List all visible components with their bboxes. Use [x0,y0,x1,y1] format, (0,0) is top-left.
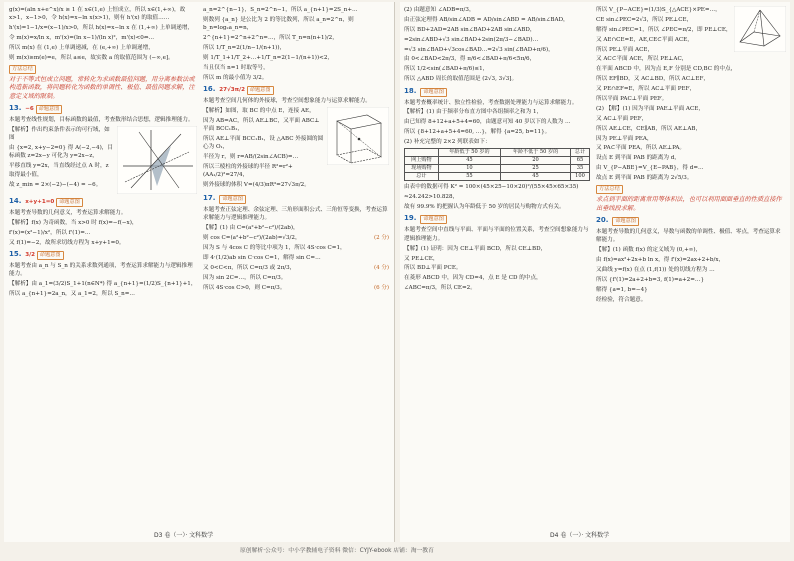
q15-line: 所以 a_{n+1}=2a_n，又 a_1=2，所以 S_n=… [9,290,136,297]
text-line: (2) 由题意知 ∠ADB=π/3， [404,7,475,13]
q14-tag: 命题意图 [56,198,83,207]
q18-header [404,87,590,97]
text-line: 所以 AE⊥CE，CE∥AB，所以 AE⊥AB， [596,125,702,132]
q18-tag: 命题意图 [420,88,447,97]
q19-line: 又 PE⊥CE， [404,255,439,262]
q16-line: 则外接球的体积 V=(4/3)πR³=27√3π/2。 [203,182,310,189]
q19-number: 19. [404,214,417,223]
table-cell: 20 [501,157,571,165]
q14-line: 【解析】f(x) 为奇函数，当 x>0 时 f(x)=−f(−x)， [9,219,138,226]
text-line: 由正弦定理得 AB/sin∠ADB = AD/sin∠ABD = AB/sin∠BAD， [404,16,569,23]
q14-answer: x+y+1=0 [25,198,55,205]
text-line: 因为 PE⊥平面 PEA， [596,135,653,142]
q20-line: 经检验，符合题意。 [596,296,647,303]
credits-band [0,544,794,558]
text-line: 由 0<∠BAD<2π/3，得 π/6<∠BAD+π/6<5π/6， [404,56,536,63]
column-2 [203,6,389,534]
method-note-text: 对于不等式恒成立问题，常转化为求函数最值问题，用分离参数法或构造新函数，将问题转化为函数的单调性、极值、最值问题求解，注意定义域的限制。 [9,76,195,100]
text-line: 所以 m(x) 在 (1,e) 上单调递减，在 (e,+∞) 上单调递增， [9,44,154,51]
q14-intro: 本题考查导数的几何意义，考查运算求解能力。 [9,209,127,216]
table-header-row [405,149,590,157]
q13-tag: 命题意图 [36,105,63,114]
q13-feasible-region-graph [117,126,197,194]
q20-number: 20. [596,216,609,225]
q17-line-text: 又 0<C<π，所以 C=π/3 或 2π/3， [203,264,296,271]
text-line: 由 V_{P−ABE}=V_{E−PAB}，得 d=… [596,165,704,172]
table-cell: 45 [501,173,571,181]
text-line: CE sin∠PEC=2√3，所以 PE⊥CE， [596,16,693,23]
q17-line: 因为 S 与 4cos C 的等比中项为 1，所以 4S·cos C=1， [203,245,346,252]
exam-answer-sheet [4,2,790,542]
q20-line: 【解】(1) 函数 f(x) 的定义域为 (0,+∞)， [596,247,702,254]
table-header-cell: 年龄低于 50 岁的 [438,149,500,157]
q17-line-text: 则 cos C=(a²+b²−c²)/(2ab)=√3/2， [203,235,301,242]
method-summary-text: 求点到平面的距离常用等体积法，也可以利用面面垂直的性质直接作出垂线段求解。 [596,196,782,212]
q18-contingency-table [404,148,590,181]
text-line: 令 m(x)=x/ln x，m'(x)=(ln x−1)/(ln x)²，m'(x)<0⇔… [9,35,155,42]
q17-line: 因为 sin 2C=…，所以 C=π/3。 [203,274,287,281]
text-line: 所以 PE⊥平面 ACE， [596,46,654,53]
q14-line: f'(x)=(x²−1)/x²，所以 f'(1)=… [9,229,91,236]
text-line: 所以 V_{P−ACE}=(1/3)S_{△ACE}×PE=…， [596,7,721,13]
q13-intro: 本题考查线性规划，目标函数的最值，考查数形结合思想，逻辑推理能力。 [9,117,194,124]
text-line: 在平面 ABCD 中，因为点 E,F 分别是 CD,BC 的中点， [596,66,737,73]
q18-after: 由表中的数据可得 K² = 100×(45×25−10×20)²/(55×45×65×35) [404,184,579,191]
q20-header [596,216,786,226]
q20-intro: 本题考查导数的几何意义，导数与函数的单调性、极值、零点，考查运算求解能力。 [596,229,781,244]
q16-prism-figure [327,107,389,165]
q13-number: 13. [9,104,22,113]
q13-line: 由 {x=2, x+y−2=0} 得 A(−2,−4)，目标函数 z=2x−y 可化为 y=2x−z， [9,145,113,160]
q15-number: 15. [9,249,22,258]
text-line: 所以 1/T_n=2(1/n−1/(n+1))， [203,44,286,51]
text-line: 又 AC⊂平面 ACE，所以 PE⊥AC， [596,56,688,63]
q15-tag: 命题意图 [37,251,64,260]
q19-line: ∠ABC=π/3，所以 CE=2。 [404,285,476,292]
q18-after: ≈24.242>10.828， [404,194,459,201]
text-line: 当且仅当 n=1 时取等号， [203,64,269,71]
q15-header [9,250,197,260]
q19-line: 在菱形 ABCD 中，因为 CD=4，点 E 是 CD 的中点， [404,275,542,282]
table-cell: 总计 [405,173,439,181]
text-line: 又 PA⊂平面 PEA，所以 AE⊥PA。 [596,145,686,152]
q16-header [203,85,389,95]
text-line: 所以 1/2<sin(∠BAD+π/6)≤1， [404,66,489,73]
q16-line: 所以 AE⊥平面 BCC₁B₁，设 △ABC 外接圆的圆心为 O₁， [203,135,324,151]
text-line: a_n=2^{n−1}，S_n=2^n−1，所以 a_{n+1}=2S_n+… [203,7,358,13]
text-line: h'(x)=1−1/x=(x−1)/x>0，所以 h(x)=x−ln x 在 (1,+∞) 上单调递增， [9,25,194,32]
method-summary [596,185,786,194]
column-4 [596,6,786,534]
q17-line [203,264,389,272]
text-line: 则 m(x)≥m(e)=e，所以 a≤e，故实数 a 的取值范围为 (−∞,e]。 [9,54,174,61]
q18-line: 【解析】(1) 由于频率分布直方图中各组频率之和为 1， [404,109,543,116]
q13-line: 平移直线 y=2x，当直线经过点 A 时，z 取得最小值， [9,163,109,178]
text-line: 则数列 {a_n} 是公比为 2 的等比数列，所以 a_n=2^n，则 b_n=log₂a_n=n， [203,16,354,32]
q18-after: 故有 99.9% 的把握认为年龄低于 50 岁的居民与购物方式有关。 [404,204,565,211]
table-cell: 65 [570,157,589,165]
text-line: 则 1/T_1+1/T_2+…+1/T_n=2(1−1/(n+1))<2， [203,54,334,61]
table-row [405,173,590,181]
q15-line: 【解析】由 a_1=(3/2)S_1+1(n∈N*) 得 a_{n+1}=(1/2)S_{n+1}+1， [9,281,197,288]
q16-number: 16. [203,84,216,93]
q14-number: 14. [9,196,22,205]
table-cell: 45 [438,157,500,165]
q16-answer: 27√3π/2 [219,86,245,93]
q17-tag: 命题意图 [219,195,246,204]
text-line: 设点 E 到平面 PAB 的距离为 d， [596,155,680,162]
q17-number: 17. [203,194,216,203]
text-line: 所以 BD+2AD=2AB sin∠BAD+2AB sin∠ABD， [404,26,536,33]
text-line: 所以平面 PAC⊥平面 PEF。 [596,96,668,103]
q17-line: 【解】(1) 由 C=(a²+b²−c²)/(2ab)， [203,225,299,232]
q17-line: 即 4·(1/2)ab sin C·cos C=1，解得 sin C=… [203,254,321,261]
q16-tag: 命题意图 [247,86,274,95]
left-page-footer: D3 卷（一）· 文科数学 [154,532,214,539]
q20-line: 由 f(x)=ax²+2x+b ln x，得 f'(x)=2ax+2+b/x， [596,257,725,264]
q18-intro: 本题考查概率统计、独立性检验，考查数据处理能力与运算求解能力。 [404,99,578,106]
text-line: 故点 E 到平面 PAB 的距离为 2√5/3。 [596,175,693,182]
q18-line: 由已知得 8+12+a+5+4=60，由题意可知 40 岁以下的人数为 … [404,119,571,126]
text-line: 解得 sin∠PEC=1，所以 ∠PEC=π/2，即 PE⊥CE， [596,26,732,33]
q15-intro: 本题考查由 a_n 与 S_n 的关系求数列通项，考查运算求解能力与逻辑推理能力。 [9,262,193,278]
q13-solution-title: 【解析】作出约束条件表示的可行域，如图 [9,126,110,142]
q13-header [9,104,197,114]
q17-score: (4 分) [373,264,389,271]
text-line: =2sin∠ABD+√3 sin∠BAD+2sin(2π/3−∠BAD)… [404,36,539,43]
q14-line: 又 f(1)=−2，故所求切线方程为 x+y+1=0。 [9,239,125,246]
text-line: g(x)=(aln x+e^x)/x ≥ 1 在 x∈(1,e) 上恒成立，所以 x∈(1,+∞)，故 x>1，x−1>0，令 h(x)=x−ln x(x>1)，则有 h'(x) 的取值…… [9,7,186,22]
q17-header [203,194,389,204]
table-header-cell [405,149,439,157]
text-line: 又 PE∩EF=E，所以 AC⊥平面 PEF， [596,86,696,93]
table-header-cell: 总计 [570,149,589,157]
q13-answer: −6 [25,106,34,113]
text-line: 又 AE∩CE=E，AE,CE⊂平面 ACE， [596,36,693,43]
q14-header [9,197,197,207]
method-summary-title: 方法总结 [596,185,623,194]
q19-line: 所以 BD⊥平面 PCE。 [404,265,462,272]
q17-line [203,234,389,242]
table-cell: 55 [438,173,500,181]
q19-tag: 命题意图 [420,215,447,224]
text-line: 2^{n+1}=2^n+2^n=…，所以 T_n=n(n+1)/2， [203,35,338,42]
credits-text: 原创解析·公众号：中小学教辅电子资料 微信：CYJY-ebook 店铺：淘一教育 [240,548,434,554]
q18-number: 18. [404,86,417,95]
method-note [9,65,197,74]
column-3 [404,6,590,534]
right-page-footer: D4 卷（一）· 文科数学 [550,532,610,539]
q15-answer: 3/2 [25,251,36,258]
table-cell: 35 [570,165,589,173]
table-row [405,157,590,165]
q20-line: 所以 {f'(1)=2a+2+b=3, f(1)=a+2=…} [596,276,705,283]
q17-line-text: 所以 4S·cos C>0，则 C=π/3。 [203,284,286,291]
right-page [400,2,790,542]
text-line: 所以 △ABD 周长的取值范围是 (2√3, 3√3]。 [404,76,518,83]
q17-intro: 本题考查正弦定理、余弦定理、三角形面积公式、三角恒等变换，考查运算求解能力与逻辑推理能力。 [203,207,388,222]
q16-line: 所以三棱柱的外接球的半径 R²=r²+(AA₁/2)²=27/4， [203,163,293,179]
q20-line: 解得 {a=1, b=−4} [596,286,648,293]
q19-header [404,214,590,224]
table-cell: 25 [501,165,571,173]
q19-line: 【解】(1) 证明：因为 CE⊥平面 BCD，所以 CE⊥BD， [404,245,547,252]
left-page [4,2,395,542]
q17-score: (6 分) [373,284,389,291]
q20-tag: 命题意图 [612,217,639,226]
q16-line: 半径为 r，则 r=AB/(2sin∠ACB)=… [203,154,299,161]
q19-pyramid-figure [734,6,786,52]
q18-table-caption: (2) 补充完整的 2×2 列联表如下： [404,139,491,146]
q17-score: (2 分) [373,235,389,242]
table-row [405,165,590,173]
text-line: 所以 m 的最小值为 3/2。 [203,74,268,81]
table-cell: 100 [570,173,589,181]
q17-line [203,284,389,292]
text-line: 又 AC⊥平面 PEF， [596,115,648,122]
q20-line: 又曲线 y=f(x) 在点 (1,f(1)) 处的切线方程为 … [596,267,715,273]
q16-line: 因为 AB=AC，所以 AE⊥BC，又平面 ABC⊥平面 BCC₁B₁， [203,117,320,133]
table-cell: 10 [438,165,500,173]
q19-intro: 本题考查空间中直线与平面、平面与平面的位置关系，考查空间想象能力与逻辑推理能力。 [404,227,589,242]
q13-line: 故 z_min = 2×(−2)−(−4) = −6。 [9,181,102,188]
method-note-title: 方法总结 [9,65,36,74]
table-header-cell: 年龄不低于 50 岁的 [501,149,571,157]
text-line: 所以 EF∥BD，又 AC⊥BD，所以 AC⊥EF， [596,76,709,83]
table-cell: 现场购物 [405,165,439,173]
q18-line: 所以 {8+12+a+5+4=60, …}，解得 {a=25, b=11}。 [404,129,551,136]
text-line: (2) 【解】(1) 因为平面 PAE⊥平面 ACE， [596,105,704,112]
table-cell: 网上购物 [405,157,439,165]
q16-line: 【解析】如图，取 BC 的中点 E，连接 AE， [203,107,315,114]
q16-intro: 本题考查空间几何体的外接球，考查空间想象能力与运算求解能力。 [203,97,371,104]
text-line: =√3 sin∠BAD+√3cos∠BAD…=2√3 sin(∠BAD+π/6)， [404,46,554,53]
column-1 [9,6,197,534]
